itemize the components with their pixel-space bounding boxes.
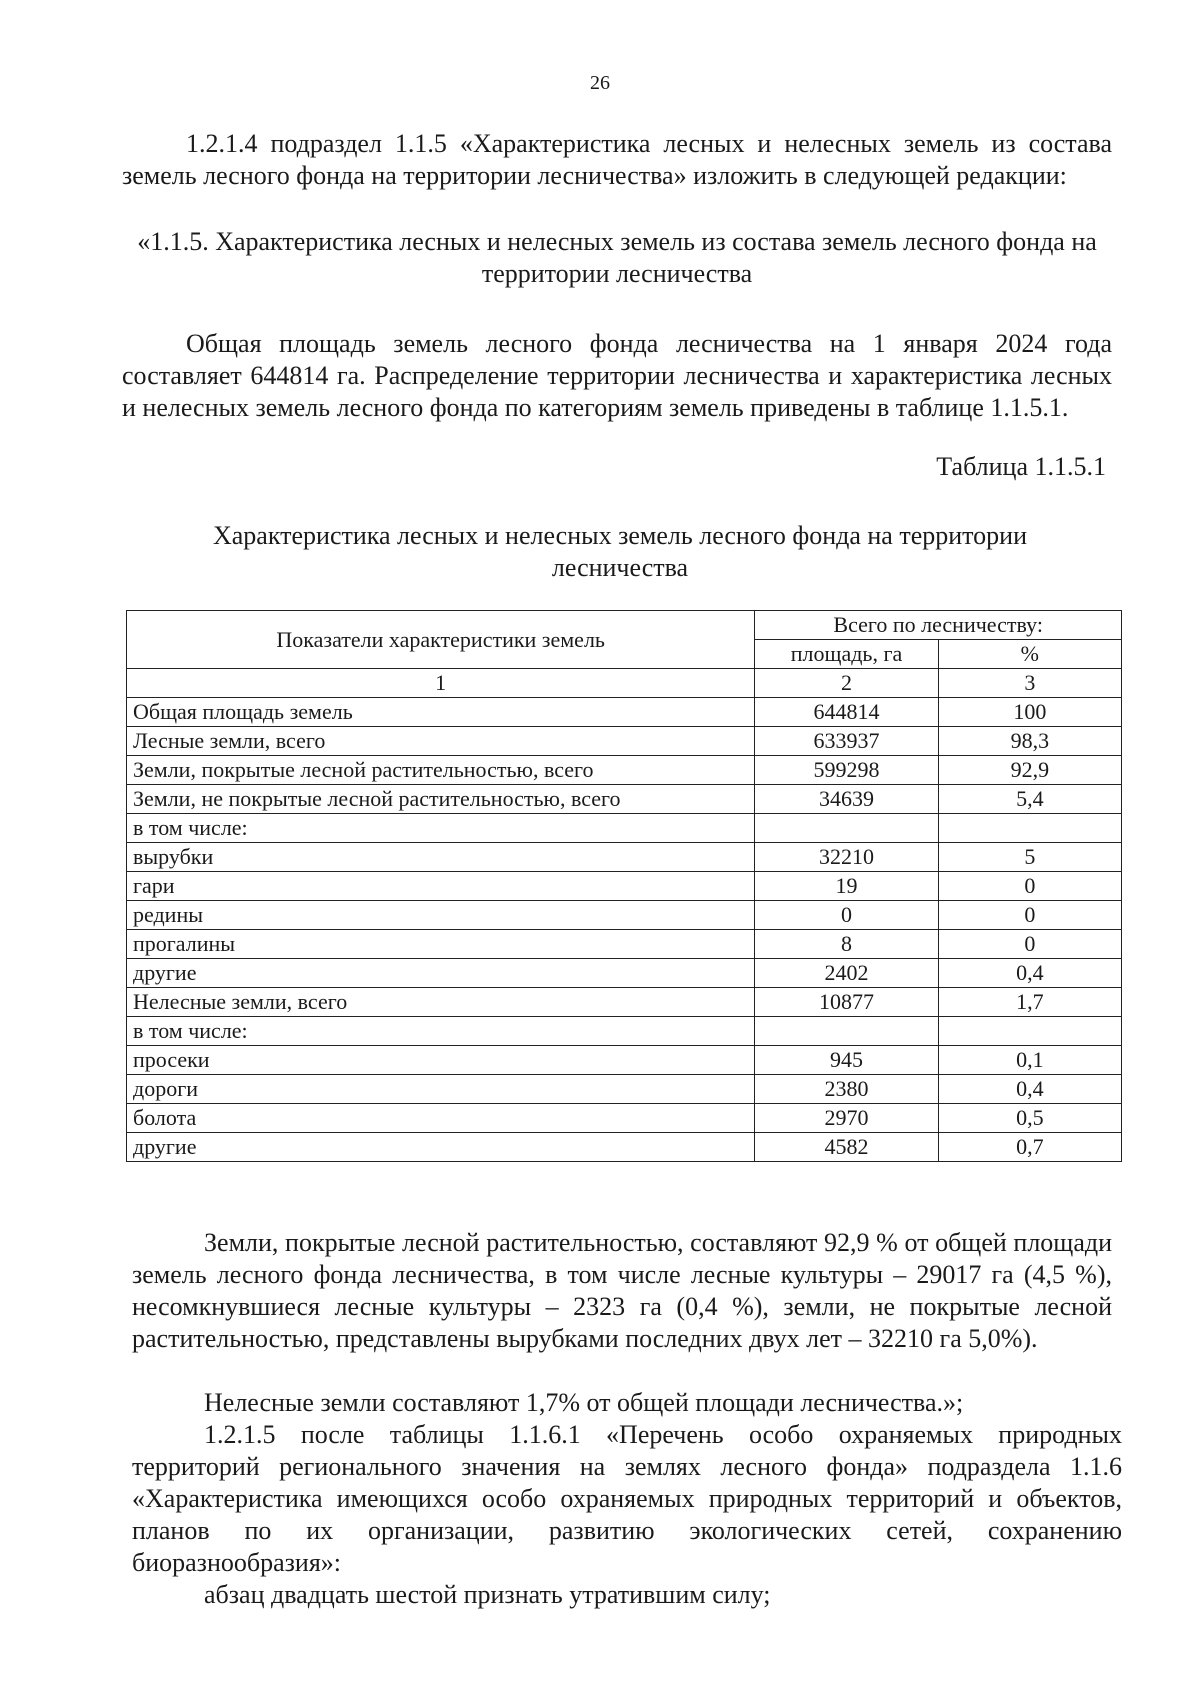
- row-area: 2380: [755, 1075, 938, 1104]
- row-label: гари: [127, 872, 755, 901]
- row-label: просеки: [127, 1046, 755, 1075]
- row-area: 0: [755, 901, 938, 930]
- row-percent: 98,3: [938, 727, 1121, 756]
- row-area: 8: [755, 930, 938, 959]
- row-area: 2970: [755, 1104, 938, 1133]
- row-percent: 0: [938, 930, 1121, 959]
- header-area: площадь, га: [755, 640, 938, 669]
- row-percent: [938, 1017, 1121, 1046]
- table-row: [127, 698, 1122, 727]
- col-number-3: 3: [938, 669, 1121, 698]
- row-label: Лесные земли, всего: [127, 727, 755, 756]
- section-heading: «1.1.5. Характеристика лесных и нелесных земель из состава земель лесного фонда на территории лесничества: [137, 227, 1097, 288]
- row-percent: 5: [938, 843, 1121, 872]
- row-area: 945: [755, 1046, 938, 1075]
- row-percent: 0,7: [938, 1133, 1121, 1162]
- table-row: [127, 1046, 1122, 1075]
- row-label: Земли, покрытые лесной растительностью, всего: [127, 756, 755, 785]
- row-label: болота: [127, 1104, 755, 1133]
- row-percent: 0: [938, 872, 1121, 901]
- col-number-1: 1: [127, 669, 755, 698]
- row-label: Земли, не покрытые лесной растительностью, всего: [127, 785, 755, 814]
- table-row: [127, 901, 1122, 930]
- page-number: 26: [590, 72, 610, 94]
- row-area: [755, 814, 938, 843]
- row-label: другие: [127, 1133, 755, 1162]
- table-row: [127, 930, 1122, 959]
- row-percent: 0,1: [938, 1046, 1121, 1075]
- header-total-group: Всего по лесничеству:: [755, 611, 1122, 640]
- row-percent: [938, 814, 1121, 843]
- header-percent: %: [938, 640, 1121, 669]
- row-label: другие: [127, 959, 755, 988]
- row-area: [755, 1017, 938, 1046]
- paragraph-amendment-intro: 1.2.1.4 подраздел 1.1.5 «Характеристика лесных и нелесных земель из состава земель лесного фонда на территории лесничества» изложить в следующей редакции:: [122, 129, 1112, 190]
- row-area: 4582: [755, 1133, 938, 1162]
- paragraph-total-area: Общая площадь земель лесного фонда лесничества на 1 января 2024 года составляет 644814 га. Распределение территории лесничества и характеристика лесных и нелесных земель лесного фонда по категориям земель приведены в таблице 1.1.5.1.: [122, 329, 1112, 422]
- table-body: [127, 698, 1122, 1162]
- table-row: [127, 1075, 1122, 1104]
- row-label: редины: [127, 901, 755, 930]
- row-label: вырубки: [127, 843, 755, 872]
- table-row: [127, 843, 1122, 872]
- table-row: [127, 814, 1122, 843]
- row-percent: 0,5: [938, 1104, 1121, 1133]
- header-indicators: Показатели характеристики земель: [127, 611, 755, 669]
- table-row: [127, 785, 1122, 814]
- col-number-2: 2: [755, 669, 938, 698]
- table-row: [127, 756, 1122, 785]
- row-label: в том числе:: [127, 1017, 755, 1046]
- paragraph-paragraph-void: абзац двадцать шестой признать утратившим силу;: [204, 1580, 771, 1609]
- row-percent: 0,4: [938, 1075, 1121, 1104]
- row-area: 10877: [755, 988, 938, 1017]
- row-label: дороги: [127, 1075, 755, 1104]
- row-area: 2402: [755, 959, 938, 988]
- row-percent: 5,4: [938, 785, 1121, 814]
- table-row: [127, 872, 1122, 901]
- row-label: Общая площадь земель: [127, 698, 755, 727]
- table-row: [127, 1133, 1122, 1162]
- table-row: [127, 1017, 1122, 1046]
- row-area: 633937: [755, 727, 938, 756]
- row-label: прогалины: [127, 930, 755, 959]
- row-label: в том числе:: [127, 814, 755, 843]
- row-percent: 0,4: [938, 959, 1121, 988]
- paragraph-nonforest: Нелесные земли составляют 1,7% от общей площади лесничества.»;: [204, 1388, 964, 1417]
- row-label: Нелесные земли, всего: [127, 988, 755, 1017]
- row-percent: 100: [938, 698, 1121, 727]
- row-area: 599298: [755, 756, 938, 785]
- table-label: Таблица 1.1.5.1: [936, 452, 1106, 481]
- row-percent: 0: [938, 901, 1121, 930]
- table-row: [127, 1104, 1122, 1133]
- row-area: 34639: [755, 785, 938, 814]
- paragraph-amendment-protected: 1.2.1.5 после таблицы 1.1.6.1 «Перечень особо охраняемых природных территорий регионального значения на землях лесного фонда» подраздела 1.1.6 «Характеристика имеющихся особо охраняемых природных территорий и объектов, планов по их организации, развитию экологических сетей, сохранению биоразнообразия»:: [132, 1420, 1122, 1577]
- table-row: [127, 988, 1122, 1017]
- table-row: [127, 959, 1122, 988]
- row-area: 19: [755, 872, 938, 901]
- land-characteristics-table: [126, 610, 1122, 1162]
- row-area: 644814: [755, 698, 938, 727]
- table-row: [127, 727, 1122, 756]
- row-percent: 1,7: [938, 988, 1121, 1017]
- row-percent: 92,9: [938, 756, 1121, 785]
- row-area: 32210: [755, 843, 938, 872]
- table-title: Характеристика лесных и нелесных земель лесного фонда на территории лесничества: [212, 521, 1027, 582]
- paragraph-forest-cover: Земли, покрытые лесной растительностью, составляют 92,9 % от общей площади земель лесного фонда лесничества, в том числе лесные культуры – 29017 га (4,5 %), несомкнувшиеся лесные культуры – 2323 га (0,4 %), земли, не покрытые лесной растительностью, представлены вырубками последних двух лет – 32210 га 5,0%).: [132, 1228, 1112, 1353]
